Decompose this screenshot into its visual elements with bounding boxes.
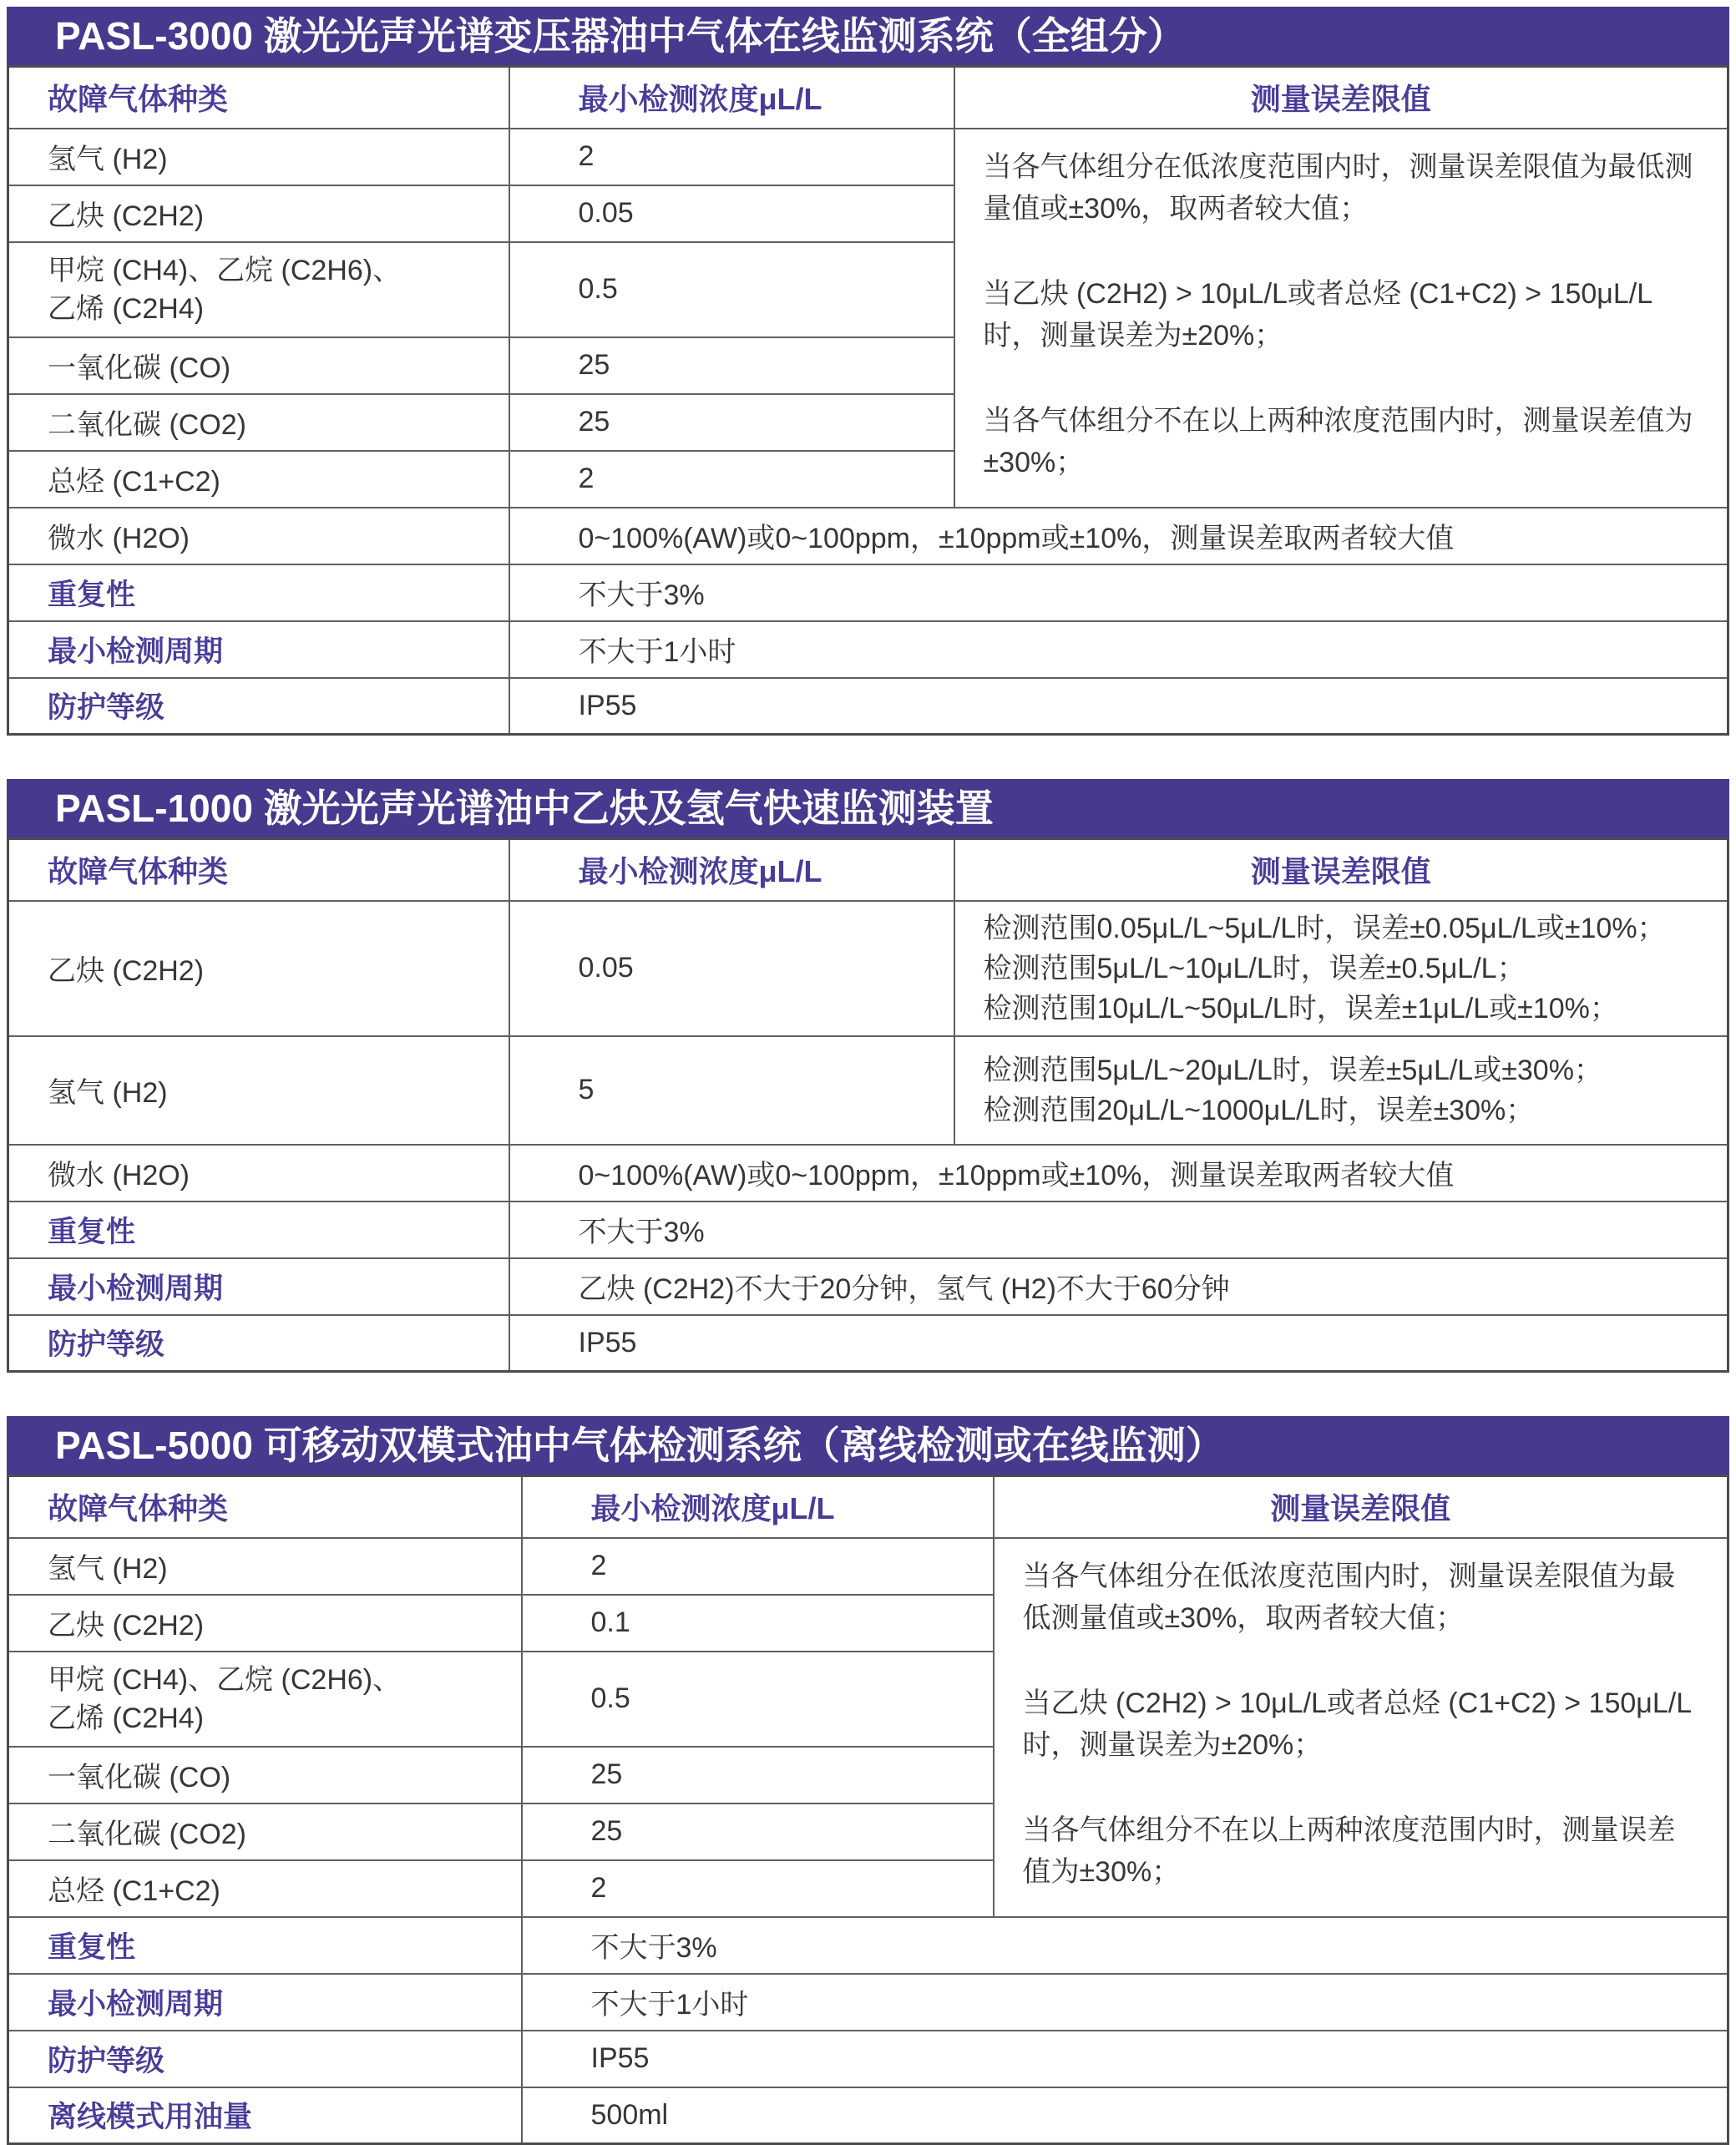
pasl-5000-table [7,1475,1729,2145]
spec-value: 不大于3% [509,564,1728,621]
pasl-5000-section [7,1416,1729,2145]
spec-value: 不大于1小时 [522,1974,1728,2031]
spec-value: 乙炔 (C2H2)不大于20分钟，氢气 (H2)不大于60分钟 [509,1258,1728,1315]
error-line: 检测范围5μL/L~20μL/L时，误差±5μL/L或±30%； [983,1054,1602,1086]
gas-min-value: 0.5 [522,1652,994,1747]
spec-value: 500ml [522,2087,1728,2144]
pasl-1000-title: PASL-1000 激光光声光谱油中乙炔及氢气快速监测装置 [7,779,1729,837]
spec-value: 不大于1小时 [509,621,1728,678]
gas-row [8,1538,1728,1595]
pasl-3000-title: PASL-3000 激光光声光谱变压器油中气体在线监测系统（全组分） [7,7,1729,65]
gas-min-value: 0.5 [509,242,954,337]
error-limit-cell [954,901,1728,1036]
spec-row [8,564,1728,621]
spec-label: 微水 (H2O) [8,508,509,564]
gas-min-value: 2 [522,1860,994,1917]
spec-label: 重复性 [8,564,509,621]
error-paragraph: 当各气体组分不在以上两种浓度范围内时，测量误差值为±30%； [983,404,1693,478]
gas-name: 氢气 (H2) [8,1036,509,1145]
spec-row [8,1315,1728,1372]
pasl-1000-section [7,779,1729,1373]
gas-name [8,1652,522,1747]
spec-value: IP55 [522,2031,1728,2087]
spec-label: 防护等级 [8,1315,509,1372]
spec-label: 重复性 [8,1202,509,1258]
gas-min-value: 5 [509,1036,954,1145]
spec-value: 0~100%(AW)或0~100ppm，±10ppm或±10%，测量误差取两者较大值 [509,508,1728,564]
spec-row [8,621,1728,678]
gas-name: 乙炔 (C2H2) [8,901,509,1036]
gas-min-value: 25 [509,337,954,394]
col-header-error-limit: 测量误差限值 [994,1476,1728,1538]
col-header-error-limit: 测量误差限值 [954,839,1728,901]
col-header-gas-type: 故障气体种类 [8,67,509,129]
spec-row [8,678,1728,735]
spec-value: IP55 [509,678,1728,735]
gas-name-line: 甲烷 (CH4)、乙烷 (C2H6)、 [48,254,402,286]
col-header-error-limit: 测量误差限值 [954,67,1728,129]
error-paragraph: 当乙炔 (C2H2) > 10μL/L或者总烃 (C1+C2) > 150μL/L时，测量误差为±20%； [983,277,1653,352]
error-line: 检测范围5μL/L~10μL/L时，误差±0.5μL/L； [983,952,1526,984]
spec-label: 最小检测周期 [8,1258,509,1315]
spec-label: 重复性 [8,1917,522,1974]
col-header-min-concentration: 最小检测浓度μL/L [509,839,954,901]
col-header-gas-type: 故障气体种类 [8,839,509,901]
spec-value: 不大于3% [522,1917,1728,1974]
spec-label: 最小检测周期 [8,1974,522,2031]
gas-min-value: 25 [509,394,954,451]
error-paragraph: 当各气体组分不在以上两种浓度范围内时，测量误差值为±30%； [1022,1814,1676,1888]
col-header-gas-type: 故障气体种类 [8,1476,522,1538]
pasl-1000-table [7,837,1729,1373]
error-line: 检测范围0.05μL/L~5μL/L时，误差±0.05μL/L或±10%； [983,912,1666,944]
gas-min-value: 25 [522,1747,994,1804]
gas-row [8,1036,1728,1145]
gas-name-line: 乙烯 (C2H4) [48,292,205,325]
spec-row [8,2087,1728,2144]
gas-min-value: 0.1 [522,1595,994,1652]
spec-label: 防护等级 [8,2031,522,2087]
error-paragraph: 当乙炔 (C2H2) > 10μL/L或者总烃 (C1+C2) > 150μL/L时，测量误差为±20%； [1022,1687,1693,1761]
pasl-3000-table [7,65,1729,736]
gas-name: 乙炔 (C2H2) [8,1595,522,1652]
spec-row [8,1145,1728,1202]
error-limit-cell [954,129,1728,508]
gas-min-value: 2 [509,451,954,508]
header-row [8,67,1728,129]
spec-row [8,508,1728,564]
spec-row [8,1258,1728,1315]
gas-min-value: 0.05 [509,185,954,242]
header-row [8,1476,1728,1538]
col-header-min-concentration: 最小检测浓度μL/L [509,67,954,129]
error-line: 检测范围20μL/L~1000μL/L时，误差±30%； [983,1094,1535,1126]
gas-name-line: 甲烷 (CH4)、乙烷 (C2H6)、 [48,1663,402,1696]
error-limit-cell [994,1538,1728,1917]
gas-name: 总烃 (C1+C2) [8,1860,522,1917]
gas-name: 二氧化碳 (CO2) [8,394,509,451]
spec-row [8,2031,1728,2087]
spec-value: 不大于3% [509,1202,1728,1258]
gas-name: 一氧化碳 (CO) [8,337,509,394]
gas-name-line: 乙烯 (C2H4) [48,1702,205,1734]
gas-name: 乙炔 (C2H2) [8,185,509,242]
gas-row [8,901,1728,1036]
gas-name: 氢气 (H2) [8,1538,522,1595]
pasl-3000-section [7,7,1729,736]
header-row [8,839,1728,901]
error-limit-cell [954,1036,1728,1145]
spec-row [8,1917,1728,1974]
gas-min-value: 0.05 [509,901,954,1036]
gas-min-value: 25 [522,1804,994,1860]
col-header-min-concentration: 最小检测浓度μL/L [522,1476,994,1538]
gas-name [8,242,509,337]
gas-min-value: 2 [522,1538,994,1595]
pasl-5000-title: PASL-5000 可移动双模式油中气体检测系统（离线检测或在线监测） [7,1416,1729,1475]
spec-label: 最小检测周期 [8,621,509,678]
spec-label: 离线模式用油量 [8,2087,522,2144]
spec-value: 0~100%(AW)或0~100ppm，±10ppm或±10%，测量误差取两者较大值 [509,1145,1728,1202]
spec-label: 微水 (H2O) [8,1145,509,1202]
spec-label: 防护等级 [8,678,509,735]
error-paragraph: 当各气体组分在低浓度范围内时，测量误差限值为最低测量值或±30%，取两者较大值； [983,150,1693,225]
gas-row [8,129,1728,185]
gas-name: 一氧化碳 (CO) [8,1747,522,1804]
spec-row [8,1974,1728,2031]
spec-row [8,1202,1728,1258]
gas-name: 二氧化碳 (CO2) [8,1804,522,1860]
error-line: 检测范围10μL/L~50μL/L时，误差±1μL/L或±10%； [983,992,1618,1024]
spec-value: IP55 [509,1315,1728,1372]
error-paragraph: 当各气体组分在低浓度范围内时，测量误差限值为最低测量值或±30%，取两者较大值； [1022,1560,1676,1634]
gas-name: 氢气 (H2) [8,129,509,185]
gas-min-value: 2 [509,129,954,185]
gas-name: 总烃 (C1+C2) [8,451,509,508]
